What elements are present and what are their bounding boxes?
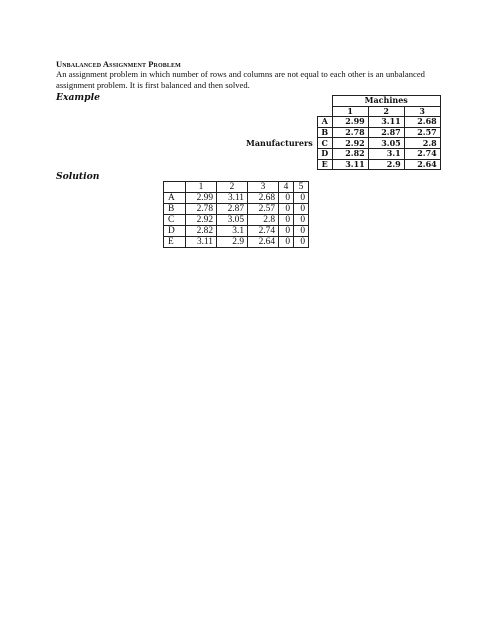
example-row-label: D — [317, 148, 332, 159]
example-cell: 2.87 — [368, 127, 404, 138]
solution-cell: 2.68 — [248, 193, 279, 204]
solution-row-label: E — [164, 237, 186, 248]
solution-cell: 3.1 — [217, 226, 248, 237]
example-cell: 2.9 — [368, 159, 404, 170]
section-heading: Unbalanced Assignment Problem — [56, 59, 181, 69]
solution-cell: 0 — [294, 193, 309, 204]
solution-row — [164, 193, 309, 204]
solution-cell: 2.74 — [248, 226, 279, 237]
solution-cell: 2.92 — [186, 215, 217, 226]
example-col-header: 2 — [368, 106, 404, 117]
solution-col-header: 1 — [186, 182, 217, 193]
example-row-label: C — [317, 138, 332, 149]
solution-label: Solution — [56, 171, 100, 182]
example-cell: 3.11 — [332, 159, 368, 170]
example-cell: 2.68 — [404, 117, 440, 128]
example-machines-row — [243, 96, 440, 107]
solution-row-label: A — [164, 193, 186, 204]
example-cell: 3.1 — [368, 148, 404, 159]
example-col-header: 1 — [332, 106, 368, 117]
example-cell: 2.82 — [332, 148, 368, 159]
solution-cell: 2.64 — [248, 237, 279, 248]
solution-col-header: 2 — [217, 182, 248, 193]
solution-cell: 0 — [294, 226, 309, 237]
solution-cell: 0 — [294, 204, 309, 215]
solution-row-label: C — [164, 215, 186, 226]
solution-table — [163, 181, 309, 248]
solution-cell: 2.99 — [186, 193, 217, 204]
solution-cell: 0 — [279, 237, 294, 248]
example-table — [243, 95, 441, 170]
solution-col-header: 3 — [248, 182, 279, 193]
solution-cell: 3.11 — [217, 193, 248, 204]
solution-cell: 2.8 — [248, 215, 279, 226]
example-cell: 2.78 — [332, 127, 368, 138]
solution-cell: 0 — [279, 215, 294, 226]
solution-cell: 0 — [279, 193, 294, 204]
example-col-header: 3 — [404, 106, 440, 117]
solution-row — [164, 237, 309, 248]
solution-row-label: D — [164, 226, 186, 237]
solution-row — [164, 226, 309, 237]
example-column-header-row — [243, 106, 440, 117]
example-cell: 2.92 — [332, 138, 368, 149]
solution-cell: 3.05 — [217, 215, 248, 226]
solution-cell: 2.82 — [186, 226, 217, 237]
solution-row-label: B — [164, 204, 186, 215]
solution-row — [164, 204, 309, 215]
description-paragraph: An assignment problem in which number of rows and columns are not equal to each other is an unbalanced assignment problem. It is first balanced and then solved. — [56, 69, 425, 90]
solution-cell: 2.78 — [186, 204, 217, 215]
example-cell: 2.74 — [404, 148, 440, 159]
solution-cell: 2.9 — [217, 237, 248, 248]
example-cell: 3.05 — [368, 138, 404, 149]
example-row-label: B — [317, 127, 332, 138]
example-row-label: A — [317, 117, 332, 128]
solution-cell: 0 — [294, 215, 309, 226]
solution-cell: 0 — [279, 204, 294, 215]
solution-cell: 2.57 — [248, 204, 279, 215]
solution-cell: 0 — [294, 237, 309, 248]
solution-col-header: 4 — [279, 182, 294, 193]
solution-column-header-row — [164, 182, 309, 193]
solution-row — [164, 215, 309, 226]
example-cell: 2.8 — [404, 138, 440, 149]
solution-cell: 2.87 — [217, 204, 248, 215]
example-cell: 2.64 — [404, 159, 440, 170]
example-cell: 2.99 — [332, 117, 368, 128]
example-row — [243, 117, 440, 128]
solution-cell: 0 — [279, 226, 294, 237]
manufacturers-header: Manufacturers — [246, 137, 313, 148]
solution-corner-cell — [164, 182, 186, 193]
example-cell: 2.57 — [404, 127, 440, 138]
machines-header: Machines — [332, 96, 440, 107]
solution-cell: 3.11 — [186, 237, 217, 248]
example-label: Example — [56, 92, 100, 103]
example-cell: 3.11 — [368, 117, 404, 128]
example-row-label: E — [317, 159, 332, 170]
solution-col-header: 5 — [294, 182, 309, 193]
